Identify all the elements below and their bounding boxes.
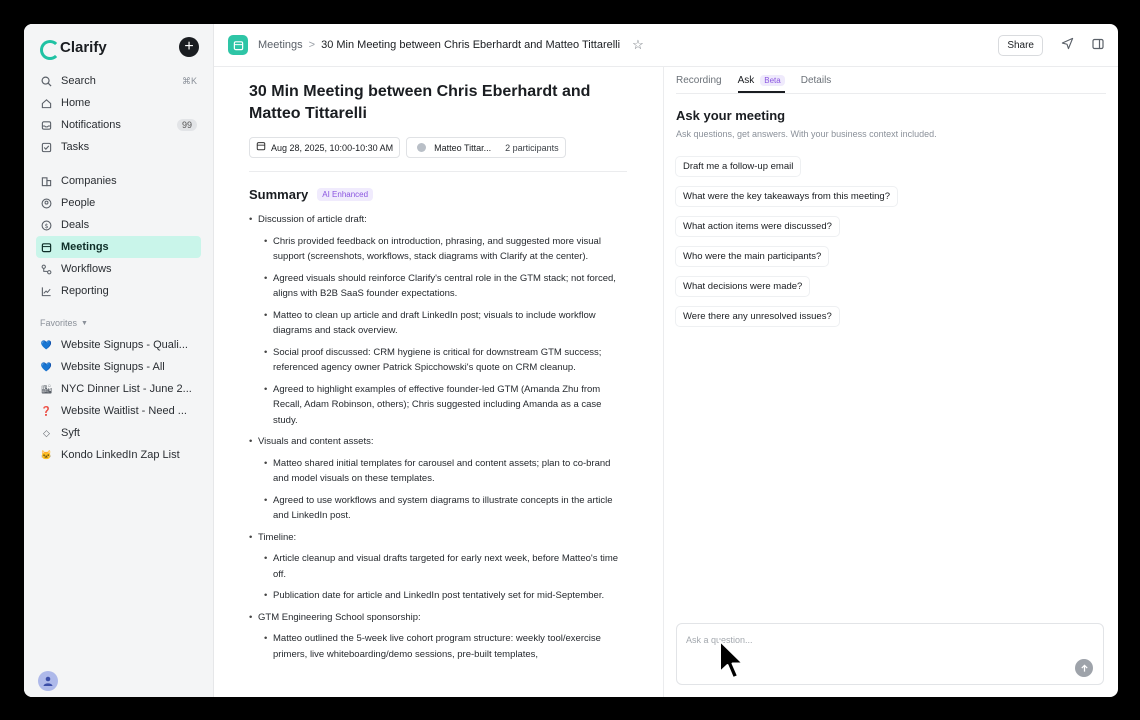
suggestion-chip[interactable]: What were the key takeaways from this meeting?	[676, 187, 897, 206]
organizer-name: Matteo Tittar...	[434, 142, 492, 153]
sidebar-item-meetings[interactable]	[36, 236, 201, 258]
summary-header	[249, 187, 627, 202]
checkbox-icon	[40, 141, 53, 154]
date-chip[interactable]	[249, 137, 400, 158]
app-window	[24, 24, 1118, 697]
tab-label: Ask	[737, 75, 755, 86]
section-title: Visuals and content assets:	[258, 436, 374, 447]
favorite-item[interactable]	[36, 400, 201, 422]
workflow-icon	[40, 263, 53, 276]
summary-section	[249, 434, 627, 524]
list-item: • Publication date for article and LinkedIn post tentatively set for mid-September.	[258, 588, 627, 604]
ai-enhanced-badge: AI Enhanced	[317, 188, 373, 201]
sidebar-item-label: Companies	[61, 175, 117, 187]
sidebar-item-label: Meetings	[61, 241, 109, 253]
svg-text:$: $	[44, 221, 49, 230]
sidebar-item-label: Notifications	[61, 119, 121, 131]
list-item: • Matteo outlined the 5-week live cohort program structure: weekly tool/exercise primers, live whiteboarding/demo sessions, pre-built templates,	[258, 631, 627, 662]
sidebar-item-label: Reporting	[61, 285, 109, 297]
summary-section	[249, 212, 627, 428]
brand-name: Clarify	[60, 38, 107, 56]
summary-section	[249, 610, 627, 663]
favorite-label: Website Signups - Quali...	[61, 339, 188, 351]
ask-title: Ask your meeting	[676, 108, 786, 123]
section-title: Discussion of article draft:	[258, 214, 367, 225]
sidebar-item-tasks[interactable]	[36, 136, 201, 158]
suggestion-chip[interactable]: Were there any unresolved issues?	[676, 307, 839, 326]
sidebar-item-label: Tasks	[61, 141, 90, 153]
building-icon	[40, 175, 53, 188]
panel-tabs	[676, 67, 1106, 94]
breadcrumb-current: 30 Min Meeting between Chris Eberhardt and Matteo Tittarelli	[321, 39, 621, 51]
page-title: 30 Min Meeting between Chris Eberhardt and Matteo Tittarelli	[249, 83, 591, 122]
suggestion-chip[interactable]: Draft me a follow-up email	[676, 157, 800, 176]
meetings-app-icon	[228, 35, 248, 55]
arrow-up-icon	[1080, 664, 1089, 673]
ask-panel	[664, 67, 1118, 697]
list-item: • Matteo shared initial templates for carousel and content assets; plan to co-brand and model visuals on these templates.	[258, 456, 627, 487]
sidebar-item-label: People	[61, 197, 96, 209]
favorite-item[interactable]	[36, 422, 201, 444]
send-button[interactable]	[1075, 659, 1093, 677]
send-icon[interactable]	[1061, 37, 1074, 53]
tab-recording[interactable]	[676, 75, 722, 93]
inbox-icon	[40, 119, 53, 132]
suggestion-list	[676, 157, 1106, 337]
notification-count-badge: 99	[177, 119, 197, 131]
sidebar-item-deals[interactable]	[36, 214, 201, 236]
list-item: • Chris provided feedback on introduction, phrasing, and suggested more visual support (screenshots, workflows, stack diagrams with Clarify at the center).	[258, 234, 627, 265]
calendar-icon	[40, 241, 53, 254]
participants-chip[interactable]	[406, 137, 566, 158]
brand	[24, 24, 213, 70]
search-icon	[40, 75, 53, 88]
list-item: • Social proof discussed: CRM hygiene is critical for downstream GTM success; referenced agency owner Patrick Spicchowski's quote on CRM cleanup.	[258, 345, 627, 376]
sidebar-item-reporting[interactable]	[36, 280, 201, 302]
calendar-icon	[256, 141, 266, 154]
suggestion-chip[interactable]: Who were the main participants?	[676, 247, 828, 266]
sidebar-item-search[interactable]	[36, 70, 201, 92]
main-area	[214, 24, 1118, 697]
star-icon[interactable]: ☆	[632, 37, 644, 52]
clarify-logo-icon	[40, 40, 54, 54]
favorite-label: Kondo LinkedIn Zap List	[61, 449, 180, 461]
question-icon: ❓	[40, 405, 53, 416]
sidebar-item-people[interactable]	[36, 192, 201, 214]
favorite-label: Website Signups - All	[61, 361, 165, 373]
meeting-meta	[249, 137, 627, 172]
favorite-label: Syft	[61, 427, 80, 439]
favorite-item[interactable]	[36, 334, 201, 356]
meeting-document	[214, 67, 664, 697]
sidebar	[24, 24, 214, 697]
primary-nav	[24, 70, 213, 302]
favorite-item[interactable]	[36, 356, 201, 378]
section-title: GTM Engineering School sponsorship:	[258, 611, 421, 623]
user-avatar[interactable]	[38, 671, 58, 691]
list-item: • Agreed visuals should reinforce Clarify's central role in the GTM stack; not forced, aligns with B2B SaaS founder expectations.	[258, 271, 627, 302]
sidebar-item-companies[interactable]	[36, 170, 201, 192]
caret-down-icon: ▼	[81, 319, 88, 327]
tab-label: Recording	[676, 75, 722, 86]
favorites-label: Favorites	[40, 318, 78, 328]
panel-toggle-icon[interactable]	[1092, 38, 1104, 53]
favorites-list	[24, 334, 213, 466]
new-button[interactable]: +	[179, 37, 199, 57]
content-area	[214, 67, 1118, 697]
sidebar-item-label: Deals	[61, 219, 90, 231]
beta-badge: Beta	[760, 75, 784, 86]
shortcut-hint: ⌘K	[181, 75, 197, 86]
summary-section	[249, 530, 627, 604]
tab-label: Details	[800, 75, 832, 86]
favorite-label: NYC Dinner List - June 2...	[61, 383, 192, 395]
tab-ask[interactable]	[738, 75, 785, 93]
breadcrumb-separator: >	[308, 39, 316, 51]
list-item: • Matteo to clean up article and draft LinkedIn post; visuals to include workflow diagrams and stack overview.	[258, 308, 627, 339]
favorite-label: Website Waitlist - Need ...	[61, 405, 187, 417]
list-item: • Article cleanup and visual drafts targeted for early next week, before Matteo's time off.	[258, 551, 627, 582]
suggestion-chip[interactable]: What action items were discussed?	[676, 217, 839, 236]
list-item: • Agreed to highlight examples of effective founder-led GTM (Amanda Zhu from Recall, Adam Robinson, others); Chris suggested including Amanda as a case study.	[258, 382, 627, 429]
chart-icon	[40, 285, 53, 298]
avatar	[417, 143, 426, 152]
blue-heart-icon: 💙	[40, 339, 53, 350]
sidebar-item-notifications[interactable]	[36, 114, 201, 136]
summary-list	[249, 212, 627, 662]
suggestion-chip[interactable]: What decisions were made?	[676, 277, 809, 296]
share-button[interactable]: Share	[998, 35, 1043, 56]
meeting-date: Aug 28, 2025, 10:00-10:30 AM	[271, 142, 394, 153]
top-bar	[214, 24, 1118, 67]
tab-details[interactable]	[801, 75, 832, 93]
favorite-item[interactable]	[36, 378, 201, 400]
dollar-icon	[40, 219, 53, 232]
list-item: • Agreed to use workflows and system diagrams to illustrate concepts in the article and LinkedIn post.	[258, 493, 627, 524]
sidebar-item-label: Search	[61, 75, 96, 87]
summary-heading: Summary	[249, 187, 309, 202]
participant-count: 2 participants	[505, 142, 559, 153]
tag-icon: ◇	[43, 427, 50, 438]
city-icon: 🏙	[40, 383, 53, 394]
blue-heart-icon: 💙	[40, 361, 53, 372]
person-icon	[42, 675, 54, 687]
sidebar-item-label: Home	[61, 97, 91, 109]
breadcrumb-meetings[interactable]: Meetings	[258, 39, 303, 51]
person-icon	[40, 197, 53, 210]
sidebar-item-label: Workflows	[61, 263, 112, 275]
home-icon	[40, 97, 53, 110]
favorites-header[interactable]	[24, 302, 213, 334]
cat-icon: 🐱	[40, 449, 53, 460]
mouse-cursor-icon	[718, 640, 748, 682]
sidebar-item-home[interactable]	[36, 92, 201, 114]
ask-subtitle: Ask questions, get answers. With your business context included.	[676, 129, 937, 139]
section-title: Timeline:	[258, 531, 297, 543]
sidebar-item-workflows[interactable]	[36, 258, 201, 280]
favorite-item[interactable]	[36, 444, 201, 466]
